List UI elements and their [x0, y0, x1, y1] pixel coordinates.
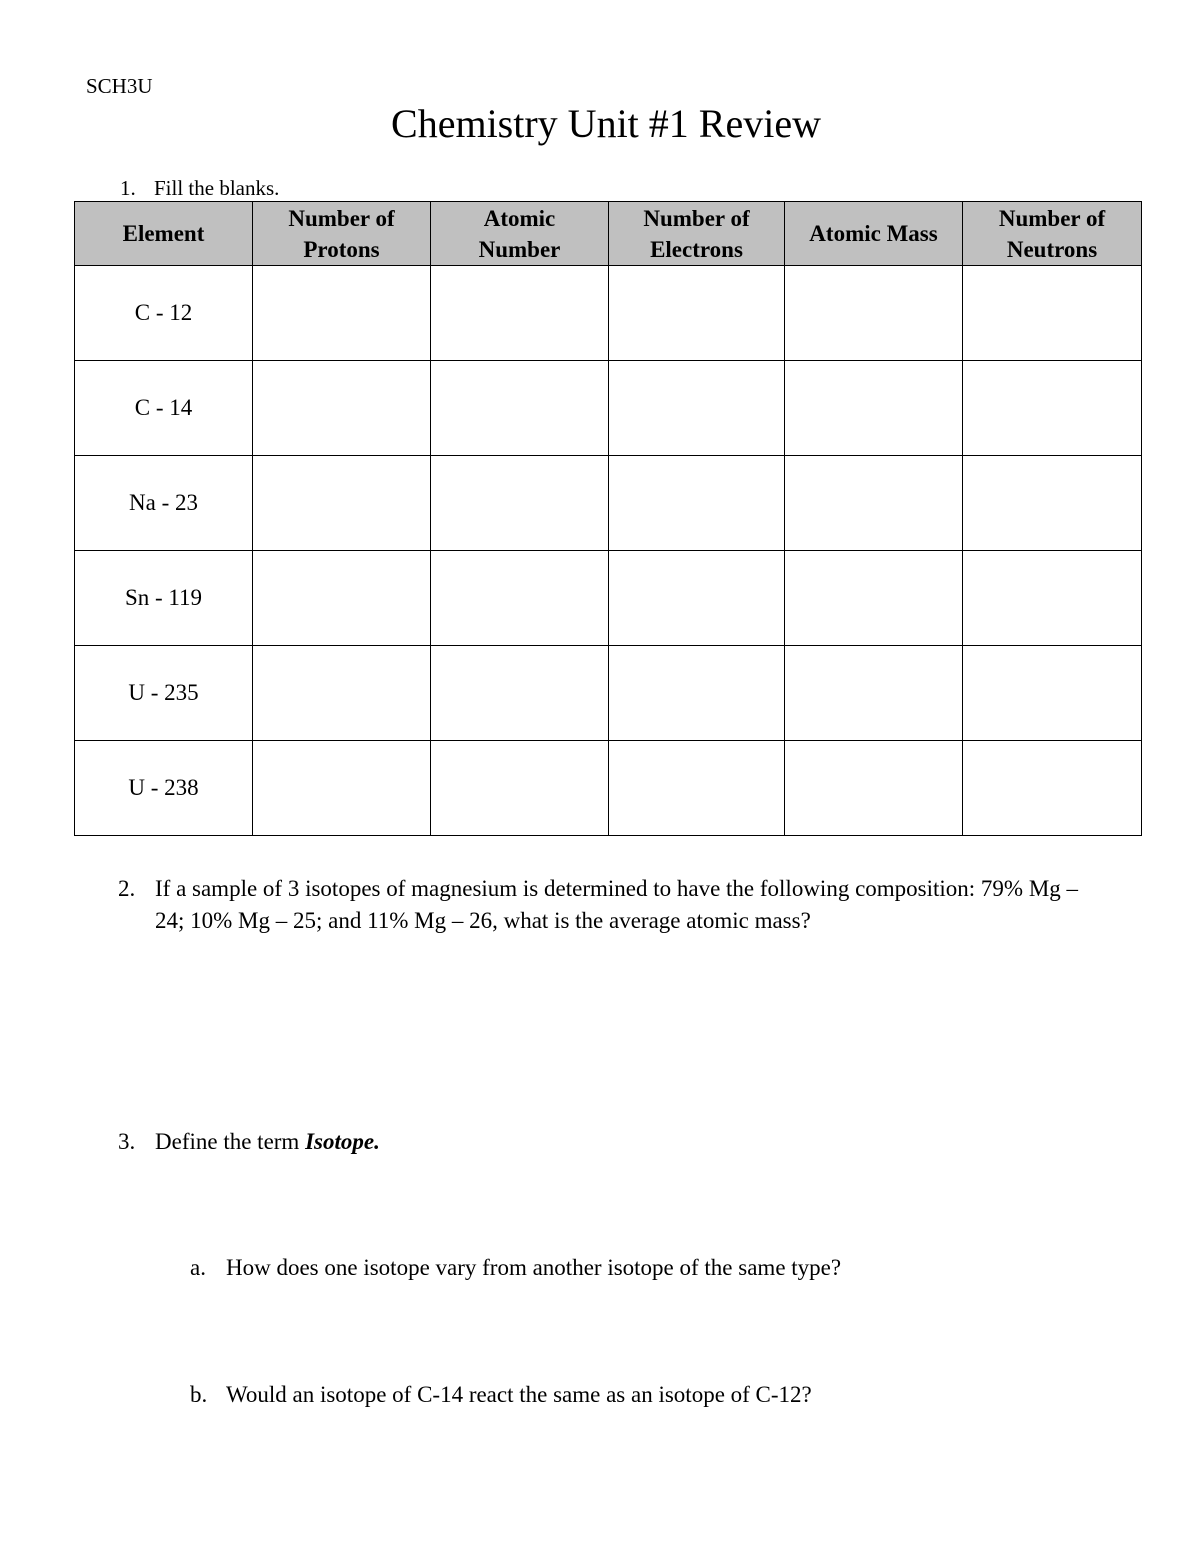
question-3a-text: How does one isotope vary from another isotope of the same type? — [226, 1255, 842, 1280]
header-protons: Number of Protons — [253, 202, 431, 266]
header-atomic-mass: Atomic Mass — [785, 202, 963, 266]
answer-cell[interactable] — [609, 646, 785, 741]
page-title: Chemistry Unit #1 Review — [391, 101, 821, 146]
answer-cell[interactable] — [609, 741, 785, 836]
answer-cell[interactable] — [963, 551, 1142, 646]
answer-cell[interactable] — [963, 361, 1142, 456]
element-cell: Na - 23 — [75, 456, 253, 551]
question-3b-text: Would an isotope of C-14 react the same as an isotope of C-12? — [226, 1382, 812, 1407]
table-header-row — [75, 202, 1142, 266]
table-row — [75, 456, 1142, 551]
answer-cell[interactable] — [253, 741, 431, 836]
header-element: Element — [75, 202, 253, 266]
question-1 — [120, 176, 279, 201]
header-neutrons: Number of Neutrons — [963, 202, 1142, 266]
question-1-number: 1. — [120, 176, 136, 200]
question-3b — [190, 1379, 1126, 1411]
answer-cell[interactable] — [431, 741, 609, 836]
answer-cell[interactable] — [785, 551, 963, 646]
answer-cell[interactable] — [609, 266, 785, 361]
answer-cell[interactable] — [785, 361, 963, 456]
answer-cell[interactable] — [253, 266, 431, 361]
table-row — [75, 741, 1142, 836]
element-cell: U - 235 — [75, 646, 253, 741]
answer-cell[interactable] — [785, 266, 963, 361]
answer-cell[interactable] — [253, 551, 431, 646]
answer-cell[interactable] — [963, 646, 1142, 741]
question-3-prefix: Define the term — [155, 1129, 306, 1154]
question-2 — [118, 873, 1105, 937]
question-3a-number: a. — [190, 1255, 206, 1280]
answer-cell[interactable] — [431, 456, 609, 551]
table-row — [75, 551, 1142, 646]
answer-cell[interactable] — [609, 551, 785, 646]
question-3-number: 3. — [118, 1129, 136, 1154]
isotope-table — [74, 201, 1142, 836]
element-cell: C - 14 — [75, 361, 253, 456]
question-2-text: If a sample of 3 isotopes of magnesium is determined to have the following composition: 79% Mg – 24; 10% Mg – 25; and 11% Mg – 26, what is the average atomic mass? — [155, 876, 1079, 933]
element-cell: U - 238 — [75, 741, 253, 836]
answer-cell[interactable] — [431, 361, 609, 456]
question-1-prompt: Fill the blanks. — [154, 176, 280, 200]
question-3 — [118, 1126, 1055, 1158]
answer-cell[interactable] — [609, 456, 785, 551]
table-row — [75, 266, 1142, 361]
question-3a — [190, 1252, 1126, 1284]
answer-cell[interactable] — [431, 646, 609, 741]
element-cell: C - 12 — [75, 266, 253, 361]
answer-cell[interactable] — [609, 361, 785, 456]
course-code: SCH3U — [86, 74, 153, 98]
answer-cell[interactable] — [785, 456, 963, 551]
answer-cell[interactable] — [253, 456, 431, 551]
table-row — [75, 646, 1142, 741]
answer-cell[interactable] — [253, 361, 431, 456]
question-2-number: 2. — [118, 876, 136, 901]
answer-cell[interactable] — [963, 266, 1142, 361]
header-electrons: Number of Electrons — [609, 202, 785, 266]
answer-cell[interactable] — [963, 456, 1142, 551]
answer-cell[interactable] — [431, 266, 609, 361]
question-3-term: Isotope. — [305, 1129, 380, 1154]
element-cell: Sn - 119 — [75, 551, 253, 646]
answer-cell[interactable] — [431, 551, 609, 646]
header-atomic-number: Atomic Number — [431, 202, 609, 266]
question-3b-number: b. — [190, 1382, 208, 1407]
answer-cell[interactable] — [253, 646, 431, 741]
answer-cell[interactable] — [963, 741, 1142, 836]
table-row — [75, 361, 1142, 456]
answer-cell[interactable] — [785, 646, 963, 741]
answer-cell[interactable] — [785, 741, 963, 836]
